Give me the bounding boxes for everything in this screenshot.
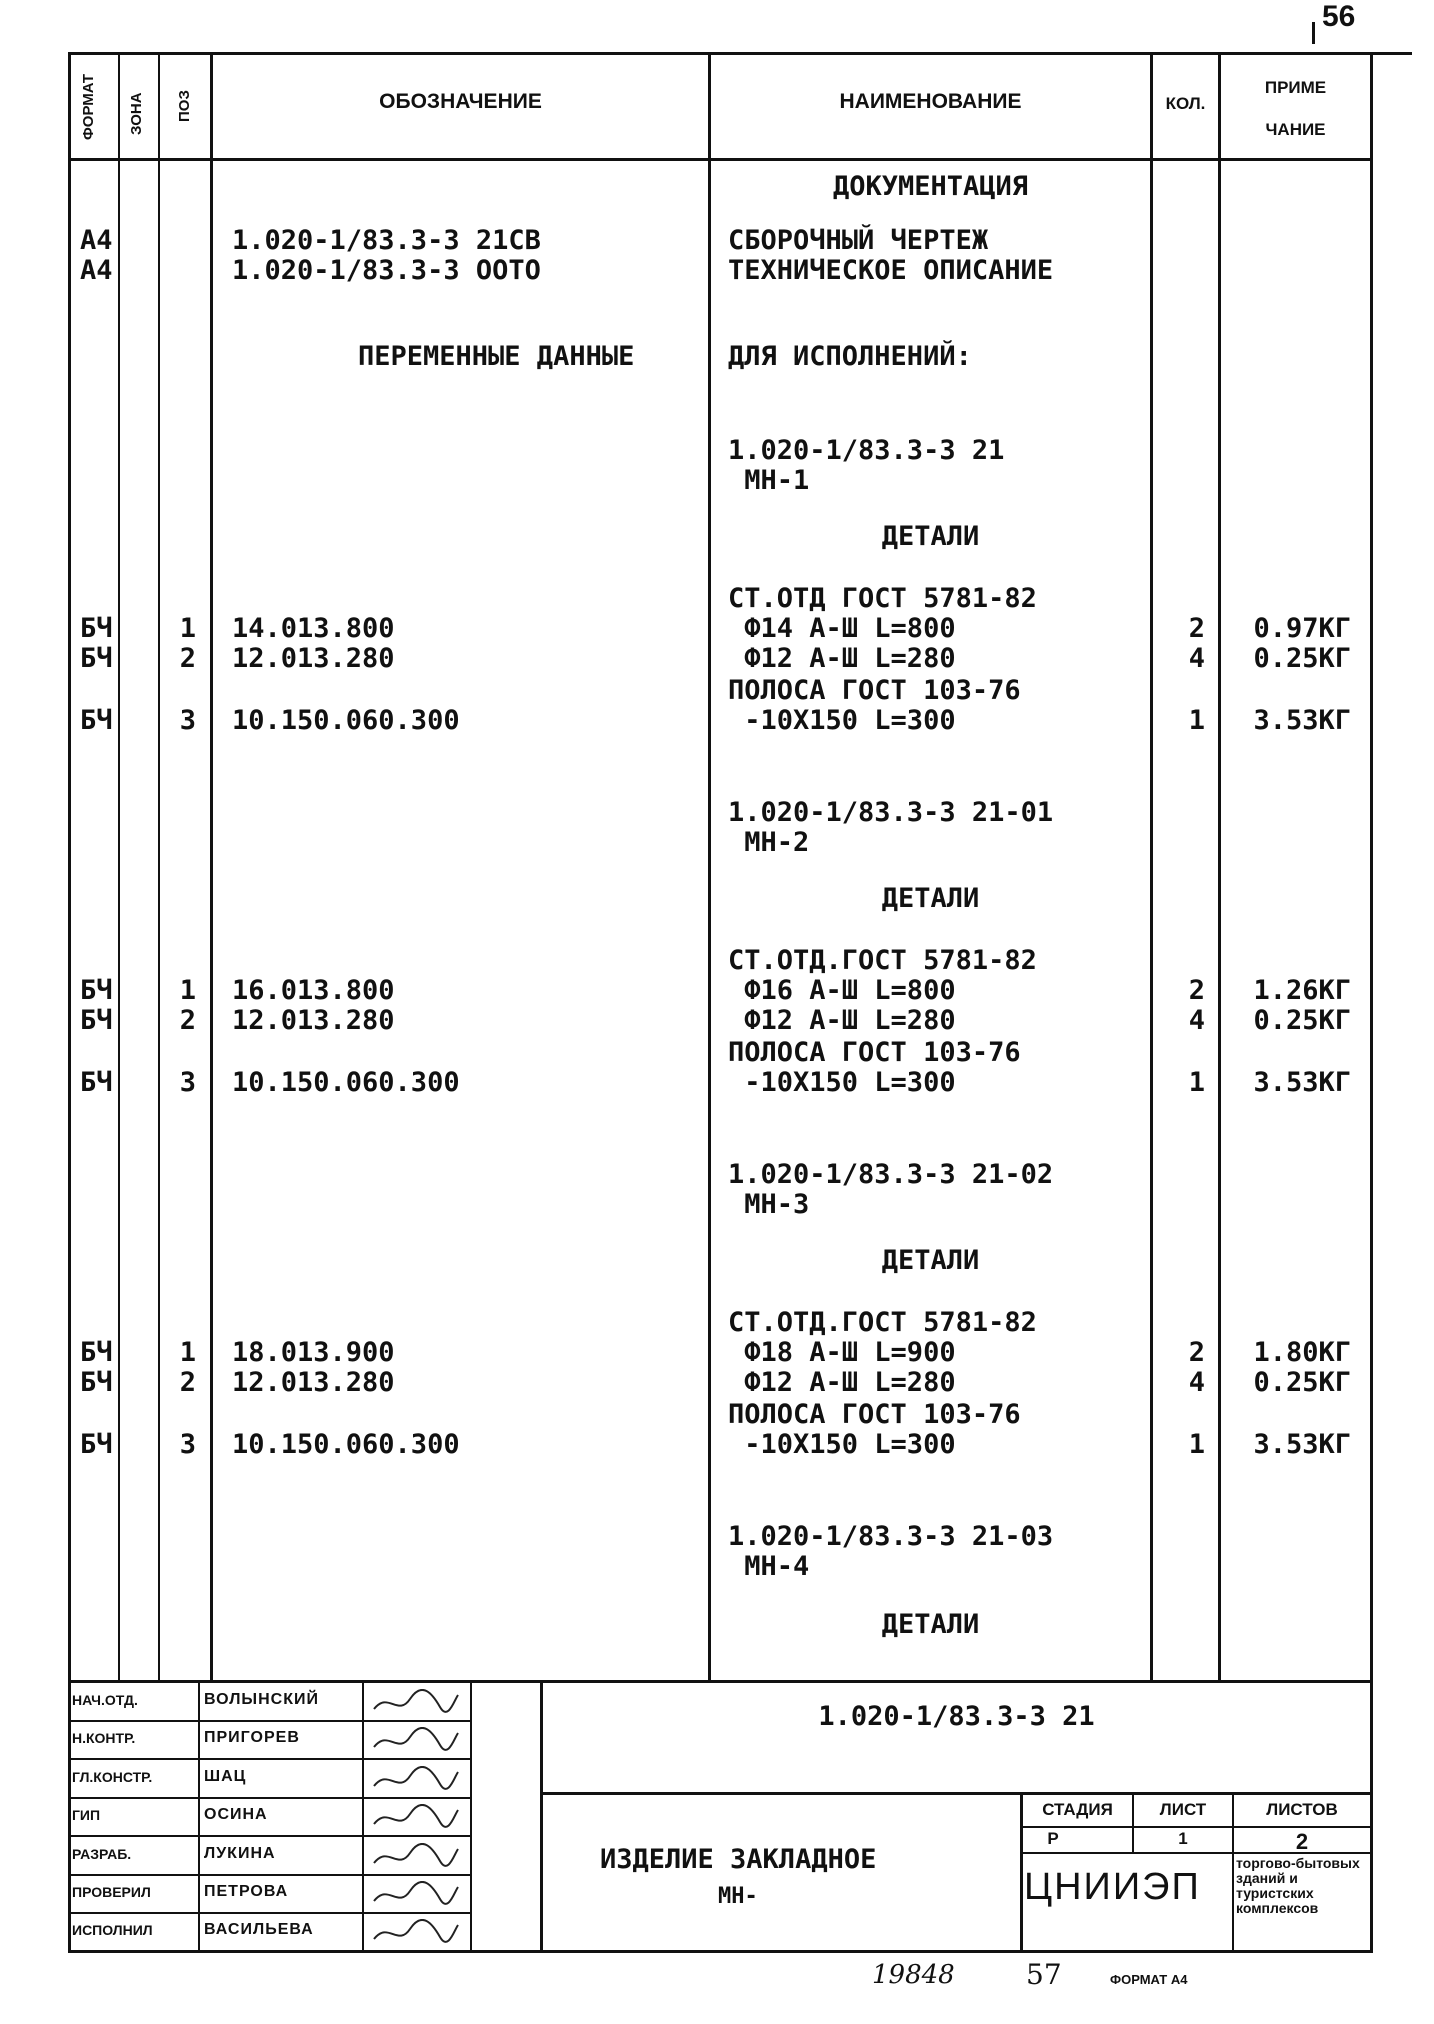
- row-name: ДЛЯ ИСПОЛНЕНИЙ:: [728, 341, 972, 372]
- row-format: БЧ: [80, 643, 113, 674]
- header-qty: КОЛ.: [1165, 94, 1206, 113]
- row-name: Ф16 А-Ш L=800: [728, 975, 956, 1006]
- stage-value: Р: [1047, 1829, 1059, 1848]
- signature: [370, 1727, 462, 1755]
- role-label: Н.КОНТР.: [72, 1730, 136, 1747]
- row-position: 2: [179, 1367, 196, 1398]
- row-note: 0.97КГ: [1253, 613, 1351, 644]
- row-designation: 18.013.900: [232, 1337, 395, 1368]
- signature: [370, 1804, 462, 1832]
- row-format: БЧ: [80, 975, 113, 1006]
- row-name: СТ.ОТД.ГОСТ 5781-82: [728, 945, 1037, 976]
- row-note: 0.25КГ: [1253, 1005, 1351, 1036]
- sheet-label: ЛИСТ: [1159, 1800, 1207, 1819]
- row-position: 1: [179, 613, 196, 644]
- row-name: Ф12 А-Ш L=280: [728, 643, 956, 674]
- row-quantity: 1: [1188, 1429, 1205, 1460]
- header-note-1: ПРИМЕ: [1264, 78, 1327, 97]
- row-name: МН-1: [728, 465, 810, 496]
- row-name: МН-4: [728, 1551, 810, 1582]
- row-quantity: 1: [1188, 1067, 1205, 1098]
- row-note: 3.53КГ: [1253, 705, 1351, 736]
- row-name: ПОЛОСА ГОСТ 103-76: [728, 1037, 1021, 1068]
- row-name: ПОЛОСА ГОСТ 103-76: [728, 1399, 1021, 1430]
- row-note: 0.25КГ: [1253, 1367, 1351, 1398]
- row-name: СТ.ОТД ГОСТ 5781-82: [728, 583, 1037, 614]
- row-name: ПОЛОСА ГОСТ 103-76: [728, 675, 1021, 706]
- role-person: ПРИГОРЕВ: [204, 1729, 300, 1747]
- row-name: Ф12 А-Ш L=280: [728, 1367, 956, 1398]
- sheets-label: ЛИСТОВ: [1266, 1800, 1338, 1819]
- row-position: 3: [179, 1067, 196, 1098]
- role-person: ВОЛЫНСКИЙ: [204, 1691, 319, 1708]
- format-label: ФОРМАТ А4: [1110, 1972, 1188, 1987]
- row-format: А4: [80, 225, 113, 256]
- row-position: 2: [179, 643, 196, 674]
- header-format: ФОРМАТ: [80, 73, 97, 140]
- row-designation: 10.150.060.300: [232, 1429, 460, 1460]
- row-name: -10Х150 L=300: [728, 1067, 956, 1098]
- row-designation: 12.013.280: [232, 1367, 395, 1398]
- header-name: НАИМЕНОВАНИЕ: [839, 90, 1022, 113]
- header-designation: ОБОЗНАЧЕНИЕ: [379, 90, 542, 113]
- row-quantity: 1: [1188, 705, 1205, 736]
- row-name: 1.020-1/83.3-3 21: [728, 435, 1005, 466]
- role-label: ПРОВЕРИЛ: [72, 1884, 151, 1900]
- role-person: ПЕТРОВА: [204, 1883, 289, 1900]
- row-quantity: 2: [1188, 613, 1205, 644]
- organization-description: торгово-бытовых зданий и туристских комплексов: [1236, 1855, 1360, 1916]
- row-name: СТ.ОТД.ГОСТ 5781-82: [728, 1307, 1037, 1338]
- row-note: 1.80КГ: [1253, 1337, 1351, 1368]
- signature: [370, 1881, 462, 1909]
- row-designation: ПЕРЕМЕННЫЕ ДАННЫЕ: [358, 341, 635, 372]
- role-label: ГЛ.КОНСТР.: [72, 1768, 153, 1785]
- row-quantity: 4: [1188, 1367, 1205, 1398]
- product-subtitle: МН-: [718, 1884, 758, 1909]
- header-note-2: ЧАНИЕ: [1265, 120, 1326, 139]
- row-position: 3: [179, 705, 196, 736]
- organization: ЦНИИЭП: [1024, 1866, 1201, 1908]
- row-name: МН-3: [728, 1189, 810, 1220]
- row-note: 0.25КГ: [1253, 643, 1351, 674]
- stage-label: СТАДИЯ: [1042, 1800, 1113, 1819]
- row-name: -10Х150 L=300: [728, 705, 956, 736]
- page-number: 56: [1322, 0, 1356, 33]
- page-number-mark: [1312, 22, 1315, 44]
- row-position: 1: [179, 975, 196, 1006]
- signature: [370, 1766, 462, 1794]
- row-quantity: 4: [1188, 1005, 1205, 1036]
- row-name: СБОРОЧНЫЙ ЧЕРТЕЖ: [728, 225, 989, 256]
- signature: [370, 1919, 462, 1947]
- row-format: БЧ: [80, 705, 113, 736]
- row-name: ДЕТАЛИ: [881, 1245, 980, 1276]
- role-label: ИСПОЛНИЛ: [72, 1922, 153, 1939]
- row-designation: 1.020-1/83.3-3 ООТО: [232, 255, 541, 286]
- row-format: БЧ: [80, 1067, 113, 1098]
- sheets-value: 2: [1295, 1829, 1309, 1854]
- row-name: Ф18 А-Ш L=900: [728, 1337, 956, 1368]
- row-note: 3.53КГ: [1253, 1067, 1351, 1098]
- row-note: 3.53КГ: [1253, 1429, 1351, 1460]
- row-designation: 1.020-1/83.3-3 21СВ: [232, 225, 541, 256]
- row-name: Ф12 А-Ш L=280: [728, 1005, 956, 1036]
- row-format: БЧ: [80, 1367, 113, 1398]
- row-position: 2: [179, 1005, 196, 1036]
- row-format: БЧ: [80, 1337, 113, 1368]
- role-person: ЛУКИНА: [204, 1844, 276, 1862]
- row-name: ДОКУМЕНТАЦИЯ: [832, 171, 1029, 202]
- role-person: ШАЦ: [204, 1767, 247, 1785]
- row-position: 1: [179, 1337, 196, 1368]
- row-designation: 16.013.800: [232, 975, 395, 1006]
- row-designation: 12.013.280: [232, 643, 395, 674]
- row-name: -10Х150 L=300: [728, 1429, 956, 1460]
- row-format: БЧ: [80, 1429, 113, 1460]
- signature: [370, 1843, 462, 1871]
- row-designation: 10.150.060.300: [232, 705, 460, 736]
- role-label: ГИП: [72, 1807, 101, 1824]
- row-designation: 10.150.060.300: [232, 1067, 460, 1098]
- role-label: РАЗРАБ.: [72, 1845, 132, 1862]
- row-format: БЧ: [80, 613, 113, 644]
- row-name: МН-2: [728, 827, 810, 858]
- signature: [370, 1689, 462, 1717]
- row-quantity: 2: [1188, 1337, 1205, 1368]
- row-designation: 14.013.800: [232, 613, 395, 644]
- row-designation: 12.013.280: [232, 1005, 395, 1036]
- row-quantity: 2: [1188, 975, 1205, 1006]
- row-name: 1.020-1/83.3-3 21-02: [728, 1159, 1054, 1190]
- header-zone: ЗОНА: [128, 92, 145, 135]
- sheet-value: 1: [1178, 1829, 1188, 1848]
- row-format: А4: [80, 255, 113, 286]
- row-note: 1.26КГ: [1253, 975, 1351, 1006]
- row-name: 1.020-1/83.3-3 21-01: [728, 797, 1054, 828]
- product-title: ИЗДЕЛИЕ ЗАКЛАДНОЕ: [600, 1844, 877, 1875]
- header-pos: ПОЗ: [176, 90, 193, 122]
- row-position: 3: [179, 1429, 196, 1460]
- document-code: 1.020-1/83.3-3 21: [818, 1701, 1095, 1732]
- row-name: ДЕТАЛИ: [881, 883, 980, 914]
- inventory-number: 19848: [872, 1960, 955, 1990]
- role-person: ОСИНА: [204, 1806, 268, 1824]
- row-name: ДЕТАЛИ: [881, 521, 980, 552]
- row-name: 1.020-1/83.3-3 21-03: [728, 1521, 1054, 1552]
- row-name: Ф14 А-Ш L=800: [728, 613, 956, 644]
- row-format: БЧ: [80, 1005, 113, 1036]
- role-label: НАЧ.ОТД.: [72, 1692, 138, 1708]
- role-person: ВАСИЛЬЕВА: [204, 1921, 314, 1939]
- row-name: ДЕТАЛИ: [881, 1609, 980, 1640]
- row-name: ТЕХНИЧЕСКОЕ ОПИСАНИЕ: [728, 255, 1054, 286]
- row-quantity: 4: [1188, 643, 1205, 674]
- footer-page-number: 57: [1026, 1958, 1062, 1991]
